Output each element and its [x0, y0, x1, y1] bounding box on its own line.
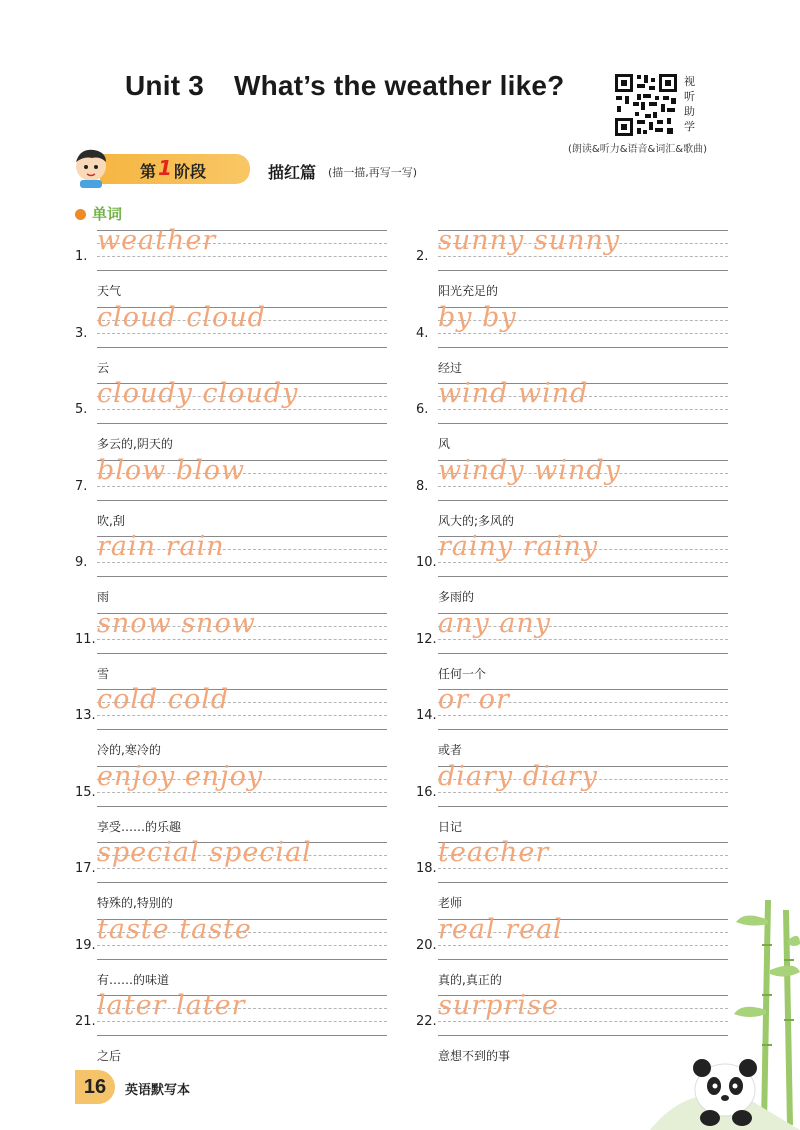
word-number: 1.	[75, 249, 88, 264]
tracing-lines[interactable]: cold cold	[97, 689, 387, 731]
word-number: 17.	[75, 861, 96, 876]
tracing-lines[interactable]: by by	[438, 307, 728, 349]
word-meaning: 云	[97, 360, 110, 375]
word-number: 6.	[416, 402, 429, 417]
tracing-lines[interactable]: snow snow	[97, 613, 387, 655]
word-meaning: 雪	[97, 666, 110, 681]
unit-question: What’s the weather like?	[233, 70, 565, 101]
word-number: 9.	[75, 555, 88, 570]
word-item	[75, 301, 365, 383]
unit-number: Unit 3	[125, 70, 204, 101]
unit-title	[125, 70, 565, 102]
word-meaning: 之后	[97, 1049, 122, 1063]
tracing-lines[interactable]: weather	[97, 230, 387, 272]
word-number: 12.	[416, 631, 437, 647]
tracing-lines[interactable]: cloud cloud	[97, 307, 387, 349]
book-title: 英语默写本	[125, 1083, 191, 1098]
word-item	[416, 531, 706, 612]
tracing-lines[interactable]: real real	[438, 919, 728, 961]
qr-caption: (朗读&听力&语音&词汇&歌曲)	[568, 144, 707, 155]
word-item	[75, 760, 365, 842]
word-item	[416, 301, 706, 383]
word-item	[75, 531, 365, 612]
stage-header	[70, 146, 418, 188]
word-meaning: 有……的味道	[97, 972, 170, 987]
qr-label: 视 听 助 学	[684, 75, 695, 133]
tracing-lines[interactable]: later later	[97, 995, 387, 1037]
word-meaning: 阳光充足的	[438, 284, 499, 298]
word-number: 7.	[75, 478, 88, 494]
tracing-lines[interactable]: teacher	[438, 842, 728, 884]
word-meaning: 吹,刮	[97, 513, 125, 528]
tracing-lines[interactable]: sunny sunny	[438, 230, 728, 272]
tracing-lines[interactable]: blow blow	[97, 460, 387, 502]
section-words: 单词	[75, 203, 122, 224]
tracing-lines[interactable]: wind wind	[438, 383, 728, 425]
word-item	[75, 225, 365, 306]
tracing-lines[interactable]: rainy rainy	[438, 536, 728, 578]
word-item	[416, 378, 706, 459]
word-number: 14.	[416, 708, 437, 723]
word-meaning: 老师	[438, 896, 463, 910]
word-meaning: 天气	[97, 284, 122, 298]
bamboo-panda-icon	[650, 900, 800, 1130]
tracing-lines[interactable]: diary diary	[438, 766, 728, 808]
word-item	[416, 760, 706, 842]
word-item	[416, 225, 706, 306]
word-number: 15.	[75, 784, 96, 800]
word-item	[75, 607, 365, 689]
tracing-lines[interactable]: any any	[438, 613, 728, 655]
tracing-lines[interactable]: or or	[438, 689, 728, 731]
word-meaning: 特殊的,特别的	[97, 896, 173, 910]
word-meaning: 冷的,寒冷的	[97, 743, 161, 757]
word-number: 22.	[416, 1014, 437, 1029]
word-number: 11.	[75, 631, 96, 647]
word-meaning: 雨	[97, 590, 110, 604]
word-item	[75, 378, 365, 459]
word-item	[75, 837, 365, 918]
word-number: 8.	[416, 478, 429, 494]
tracing-lines[interactable]: rain rain	[97, 536, 387, 578]
word-number: 13.	[75, 708, 96, 723]
word-meaning: 多云的,阴天的	[97, 437, 173, 451]
tracing-lines[interactable]: special special	[97, 842, 387, 884]
boy-mascot-icon	[70, 146, 112, 188]
word-number: 4.	[416, 325, 429, 341]
stage-number: 1	[158, 156, 172, 180]
tracing-lines[interactable]: windy windy	[438, 460, 728, 502]
word-meaning: 享受……的乐趣	[97, 819, 182, 834]
word-number: 21.	[75, 1014, 96, 1029]
word-meaning: 真的,真正的	[438, 972, 502, 987]
word-number: 10.	[416, 555, 437, 570]
tracing-lines[interactable]: enjoy enjoy	[97, 766, 387, 808]
stage-badge: 第 1 阶段	[100, 154, 250, 184]
word-number: 16.	[416, 784, 437, 800]
word-number: 18.	[416, 861, 437, 876]
word-meaning: 风	[438, 437, 451, 451]
word-item	[75, 913, 365, 995]
word-meaning: 意想不到的事	[438, 1049, 511, 1063]
word-number: 2.	[416, 249, 429, 264]
word-item	[75, 990, 365, 1071]
word-number: 19.	[75, 937, 96, 953]
stage-title: 描红篇	[268, 163, 317, 182]
word-item	[75, 454, 365, 536]
word-number: 20.	[416, 937, 437, 953]
word-meaning: 任何一个	[438, 666, 487, 681]
tracing-lines[interactable]: surprise	[438, 995, 728, 1037]
word-meaning: 风大的;多风的	[438, 513, 515, 528]
word-item	[416, 607, 706, 689]
bullet-dot-icon	[75, 209, 86, 220]
word-meaning: 多雨的	[438, 590, 475, 604]
word-item	[416, 684, 706, 765]
word-number: 5.	[75, 402, 88, 417]
stage-subtitle: (描一描,再写一写)	[328, 166, 418, 179]
word-meaning: 日记	[438, 819, 463, 834]
tracing-lines[interactable]: taste taste	[97, 919, 387, 961]
word-meaning: 或者	[438, 743, 463, 757]
word-meaning: 经过	[438, 360, 463, 375]
word-item	[416, 454, 706, 536]
word-number: 3.	[75, 325, 88, 341]
page-number: 16	[75, 1070, 115, 1104]
tracing-lines[interactable]: cloudy cloudy	[97, 383, 387, 425]
word-item	[75, 684, 365, 765]
qr-code-icon[interactable]	[613, 72, 679, 138]
